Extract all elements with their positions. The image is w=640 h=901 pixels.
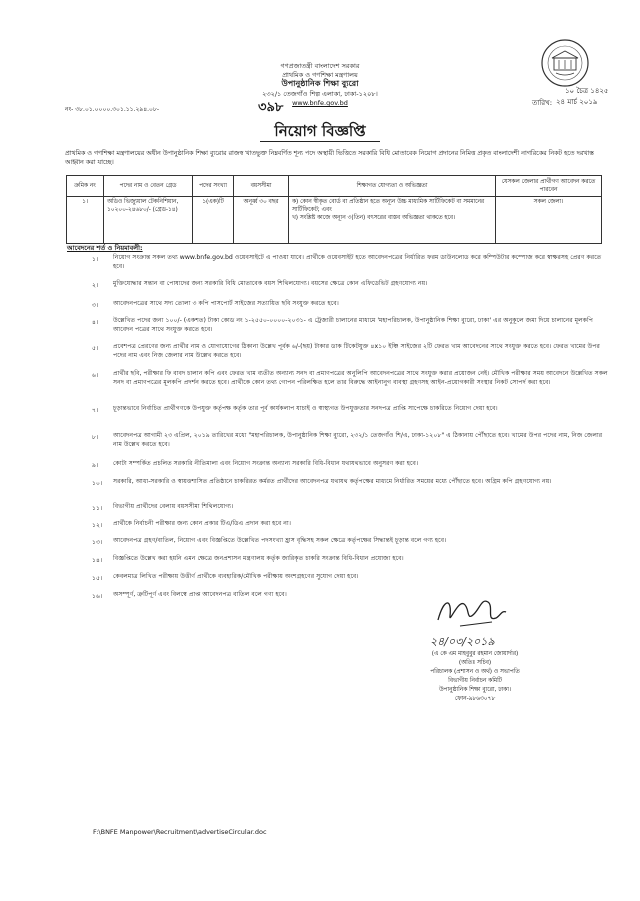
signatory-grade: (অতিঃ সচিব) xyxy=(458,660,492,666)
condition-number: ৯। xyxy=(92,462,99,469)
qualification-a: ক) কোন স্বীকৃত বোর্ড বা প্রতিষ্ঠান হতে অন্যূন উচ্চ মাধ্যমিক সার্টিফিকেট বা সমমানের সার্টিফিকেট; এবং xyxy=(292,199,485,213)
page-title: নিয়োগ বিজ্ঞপ্তি xyxy=(274,122,366,140)
header-count: পদের সংখ্যা xyxy=(193,176,234,197)
condition-number: ১৩। xyxy=(92,539,103,546)
condition-number: ৪। xyxy=(92,319,99,326)
condition-number: ১১। xyxy=(92,505,103,512)
cell-age: অনূর্ধ্ব ৩০ বছর xyxy=(234,197,289,244)
condition-number: ১৬। xyxy=(92,593,103,600)
date-label: তারিখ: xyxy=(532,99,553,107)
condition-number: ১৫। xyxy=(92,575,103,582)
header-districts: যেসকল জেলার প্রার্থীগণ আবেদন করতে পারবেন xyxy=(496,176,602,197)
signatory-phone: ফোন-৯৮৬৩০৭৮ xyxy=(454,696,496,702)
header-office: উপানুষ্ঠানিক শিক্ষা ব্যুরো xyxy=(281,79,359,88)
header-address: ২৩২/১ তেজগাঁও শিল্প এলাকা, ঢাকা-১২০৮। xyxy=(262,90,378,98)
header-post: পদের নাম ও বেতন গ্রেড xyxy=(104,176,193,197)
condition-text: কোটা সম্পর্কিত প্রচলিত সরকারি নীতিমালা এবং নিয়োগ সংক্রান্ত অন্যান্য সরকারি বিধি-বিধান যথাযথভাবে অনুসরণ করা হবে। xyxy=(113,460,419,467)
header-website: www.bnfe.gov.bd xyxy=(292,99,348,107)
condition-text: আবেদনপত্রের সাথে সদ্য তোলা ৩ কপি পাসপোর্ট সাইজের সত্যায়িত ছবি সংযুক্ত করতে হবে। xyxy=(113,300,339,307)
condition-text: কেবলমাত্র লিখিত পরীক্ষায় উত্তীর্ণ প্রার্থীকে ব্যবহারিক/মৌখিক পরীক্ষায় অংশগ্রহণের সুযোগ দেয়া হবে। xyxy=(113,573,359,580)
header-qualification: শিক্ষাগত যোগ্যতা ও অভিজ্ঞতা xyxy=(289,176,496,197)
bnfe-logo-seal xyxy=(540,38,590,88)
bengali-date: ১০ চৈত্র ১৪২৫ xyxy=(565,87,609,95)
signatory-name: (এ কে এম মাহবুবুর রহমান জোয়ার্দার) xyxy=(431,651,519,657)
condition-text: প্রার্থীকে নির্বাচনী পরীক্ষার জন্য কোন প্রকার টিএ/ডিএ প্রদান করা হবে না। xyxy=(113,520,291,527)
condition-text: অসম্পূর্ণ, ত্রুটিপূর্ণ এবং বিলম্বে প্রাপ্ত আবেদনপত্র বাতিল বলে গণ্য হবে। xyxy=(113,591,287,598)
condition-number: ১। xyxy=(92,256,99,263)
condition-number: ৬। xyxy=(92,372,99,379)
condition-text: নিয়োগ সংক্রান্ত সকল তথ্য www.bnfe.gov.bd ওয়েবসাইটে এ পাওয়া যাবে। প্রার্থীকে ওয়েবসাইট হতে আবেদনপত্রের নির্ধারিত ফরম ডাউনলোড করে কম্পিউটার কম্পোজ করে স্বাক্ষরসহ প্রেরণ করতে হবে। xyxy=(113,254,602,270)
condition-text: আবেদনপত্র আগামী ২৩ এপ্রিল, ২০১৯ তারিখের মধ্যে "মহাপরিচালক, উপানুষ্ঠানিক শিক্ষা ব্যুরো, ২৩২/১ তেজগাঁও শি/এ, ঢাকা-১২০৮" এ ঠিকানায় পৌঁছাতে হবে। খামের উপর পদের নাম, নিজ জেলার নাম উল্লেখ করতে হবে। xyxy=(113,432,603,448)
signature-date: ২৪/০৩/২০১৯ xyxy=(430,635,495,648)
signatory-office: উপানুষ্ঠানিক শিক্ষা ব্যুরো, ঢাকা। xyxy=(439,687,511,693)
header-age: বয়সসীমা xyxy=(234,176,289,197)
english-date: ২৪ মার্চ ২০১৯ xyxy=(556,98,598,106)
condition-text: চূড়ান্তভাবে নির্বাচিত প্রার্থীগণকে উপযুক্ত কর্তৃপক্ষ কর্তৃক তার পূর্ব কার্যকলাপ যাচাই ও স্বাস্থ্যগত উপযুক্ততার সনদপত্র প্রাপ্তি সাপেক্ষে চাকরিতে নিয়োগ দেয়া হবে। xyxy=(113,405,498,412)
cell-serial: ১। xyxy=(67,197,104,244)
conditions-heading: আবেদনের শর্ত ও নিয়মাবলী: xyxy=(67,244,143,252)
qualification-b: খ) সংশ্লিষ্ট কাজে অন্যূন ৩(তিন) বৎসরের বাস্তব অভিজ্ঞতা থাকতে হবে। xyxy=(292,215,456,221)
condition-text: প্রার্থীর ছবি, পরীক্ষার ফি বাবদ চালান কপি এবং ফেরত খাম ব্যতীত অন্যান্য সনদ বা প্রমাণপত্রের অনুলিপি আবেদনপত্রের সাথে সংযুক্ত করার প্রয়োজন নেই। মৌখিক পরীক্ষার সময় আবেদনে উল্লেখিত সকল সনদ বা প্রমাণপত্রের মূলকপি প্রদর্শন করতে হবে। প্রার্থীকে কোন তথ্য গোপন পরিলক্ষিত হলে তার বিরুদ্ধে আইনানুগ ব্যবস্থা গ্রহণসহ আইন-প্রয়োগকারী সংস্থার নিকট সোপর্দ করা হবে। xyxy=(113,370,608,386)
condition-text: উল্লেখিত পদের জন্য ১০০/- (একশত) টাকা কোড নং ১-২৫৫০-০০০০-২০৩১- এ ট্রেজারী চালানের মাধ্যমে 'মহাপরিচালক, উপানুষ্ঠানিক শিক্ষা ব্যুরো, ঢাকা' এর অনুকূলে জমা দিয়ে চালানের মূলকপি আবেদন পত্রের সাথে সংযুক্ত করতে হবে। xyxy=(113,317,593,333)
condition-number: ৩। xyxy=(92,302,99,309)
job-table xyxy=(66,175,602,244)
condition-number: ৫। xyxy=(92,345,99,352)
cell-post: অডিও ভিজ্যুয়াল টেকনিশিয়ান, ১০২০০-২৪৬৮০/- (গ্রেড-১৪) xyxy=(104,197,193,244)
cell-qualification xyxy=(289,197,496,244)
signatory-committee: বিভাগীয় নির্বাচন কমিটি xyxy=(448,678,502,684)
condition-text: আবেদনপত্র গ্রহণ/বাতিল, নিয়োগ এবং বিজ্ঞপ্তিতে উল্লেখিত পদসংখ্যা হ্রাস বৃদ্ধিসহ সকল ক্ষেত্রে কর্তৃপক্ষের সিদ্ধান্তই চূড়ান্ত বলে গণ্য হবে। xyxy=(113,537,447,544)
signature-scribble xyxy=(430,592,510,632)
condition-number: ২। xyxy=(92,282,99,289)
memo-handwritten-number: ৩৯৮ xyxy=(258,100,284,115)
condition-text: বিজ্ঞপ্তিতে উল্লেখ করা হয়নি এমন ক্ষেত্রে জনপ্রশাসন মন্ত্রণালয় কর্তৃক জারিকৃত চাকরি সংক্রান্ত বিধি-বিধান প্রযোজ্য হবে। xyxy=(113,555,404,562)
title-box xyxy=(260,121,380,142)
file-path-footer: F:\BNFE Manpower\Recruitment\advertiseCircular.doc xyxy=(93,828,267,836)
condition-text: মুক্তিযোদ্ধার সন্তান বা পোষ্যদের জন্য সরকারি বিধি মোতাবেক বয়স শিথিলযোগ্য। বয়সের ক্ষেত্রে কোন এফিডেভিট গ্রহণযোগ্য নয়। xyxy=(113,280,428,287)
condition-number: ১২। xyxy=(92,522,103,529)
header-line-1: গণপ্রজাতন্ত্রী বাংলাদেশ সরকার xyxy=(280,62,360,70)
signatory-designation: পরিচালক (প্রশাসন ও অর্থ) ও সভাপতি xyxy=(430,669,520,675)
condition-number: ৭। xyxy=(92,407,99,414)
condition-number: ১০। xyxy=(92,480,103,487)
table-header-row xyxy=(67,176,602,197)
header-serial: ক্রমিক নং xyxy=(67,176,104,197)
condition-text: সরকারি, আধা-সরকারি ও স্বায়ত্তশাসিত প্রতিষ্ঠানে চাকরিরত কর্মরত প্রার্থীদের আবেদনপত্র যথাযথ কর্তৃপক্ষের মাধ্যমে নির্ধারিত সময়ের মধ্যে পৌঁছাতে হবে। অগ্রিম কপি গ্রহণযোগ্য নয়। xyxy=(113,478,552,485)
cell-districts: সকল জেলা। xyxy=(496,197,602,244)
condition-text: বিভাগীয় প্রার্থীদের বেলায় বয়সসীমা শিথিলযোগ্য। xyxy=(113,503,234,510)
condition-number: ৮। xyxy=(92,434,99,441)
intro-paragraph: প্রাথমিক ও গণশিক্ষা মন্ত্রণালয়ের অধীন উপানুষ্ঠানিক শিক্ষা ব্যুরোর রাজস্ব খাতভুক্ত নিম্নবর্ণিত শূন্য পদে অস্থায়ী ভিত্তিতে সরকারি বিধি মোতাবেক নিয়োগ প্রদানের নিমিত্ত প্রকৃত বাংলাদেশী নাগরিকের নিকট হতে দরখাস্ত আহ্বান করা যাচ্ছে। xyxy=(65,150,594,166)
condition-text: প্রবেশপত্র প্রেরণের জন্য প্রার্থীর নাম ও যোগাযোগের ঠিকানা উল্লেখ পূর্বক ৬/-(ছয়) টাকার ডাক টিকেটযুক্ত ৪x১০ ইঞ্চি সাইজের ২টি ফেরত খাম আবেদনের সাথে সংযুক্ত করতে হবে। ফেরত খামের উপর পদের নাম এবং নিজ জেলার নাম উল্লেখ করতে হবে। xyxy=(113,343,600,359)
condition-number: ১৪। xyxy=(92,557,103,564)
header-line-2: প্রাথমিক ও গণশিক্ষা মন্ত্রণালয় xyxy=(282,71,358,79)
cell-count: ১(এক)টি xyxy=(193,197,234,244)
table-row xyxy=(67,197,602,244)
memo-number: নং- ৩৮.০১.০০০০.৩০১.১১.২৯৪.০৮- xyxy=(65,106,160,113)
